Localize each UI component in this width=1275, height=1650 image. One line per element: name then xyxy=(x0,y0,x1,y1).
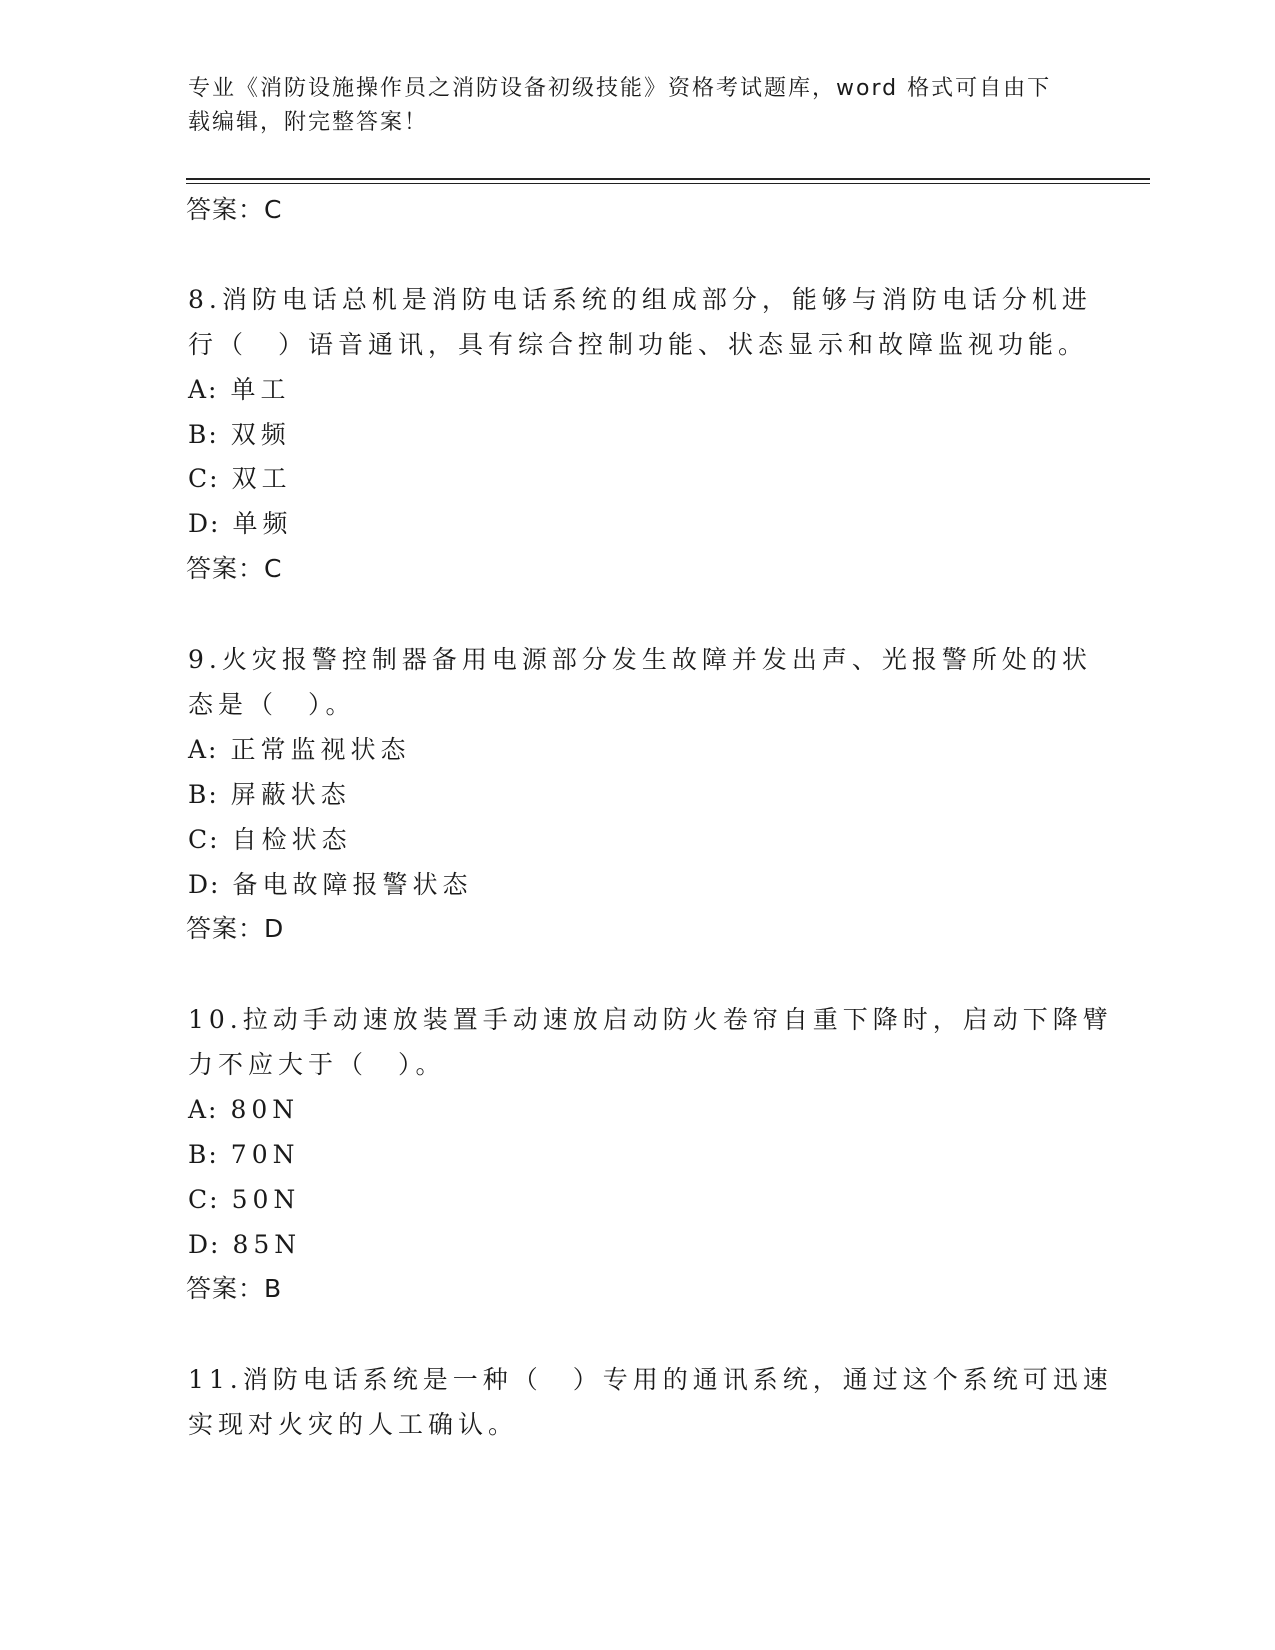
option-d: D: 备电故障报警状态 xyxy=(188,870,473,899)
option-c: C: 自检状态 xyxy=(188,825,352,854)
option-c: C: 50N xyxy=(188,1185,301,1214)
question-stem: 态是（ ）。 xyxy=(188,690,356,719)
question-stem: 9.火灾报警控制器备用电源部分发生故障并发出声、光报警所处的状 xyxy=(188,645,1092,674)
question-stem: 力不应大于（ ）。 xyxy=(188,1050,446,1079)
header-divider xyxy=(186,178,1150,180)
option-b: B: 屏蔽状态 xyxy=(188,780,351,809)
answer-line: 答案：B xyxy=(186,1274,283,1303)
header-divider-thin xyxy=(186,183,1150,184)
question-stem: 行（ ）语音通讯，具有综合控制功能、状态显示和故障监视功能。 xyxy=(188,330,1089,359)
option-d: D: 单频 xyxy=(188,509,293,538)
answer-line: 答案：C xyxy=(186,195,283,224)
document-header: 专业《消防设施操作员之消防设备初级技能》资格考试题库，word 格式可自由下载编辑，附完整答案！ xyxy=(188,76,1052,135)
question-stem: 10.拉动手动速放装置手动速放启动防火卷帘自重下降时，启动下降臂 xyxy=(188,1005,1113,1034)
question-stem: 实现对火灾的人工确认。 xyxy=(188,1410,519,1439)
question-stem: 8.消防电话总机是消防电话系统的组成部分，能够与消防电话分机进 xyxy=(188,285,1092,314)
option-b: B: 双频 xyxy=(188,420,291,449)
answer-line: 答案：C xyxy=(186,554,283,583)
option-a: A: 正常监视状态 xyxy=(188,735,411,764)
option-d: D: 85N xyxy=(188,1230,302,1259)
option-b: B: 70N xyxy=(188,1140,300,1169)
option-a: A: 80N xyxy=(188,1095,300,1124)
option-a: A: 单工 xyxy=(188,375,291,404)
question-stem: 11.消防电话系统是一种（ ）专用的通讯系统，通过这个系统可迅速 xyxy=(188,1365,1113,1394)
answer-line: 答案：D xyxy=(186,914,285,943)
option-c: C: 双工 xyxy=(188,464,292,493)
